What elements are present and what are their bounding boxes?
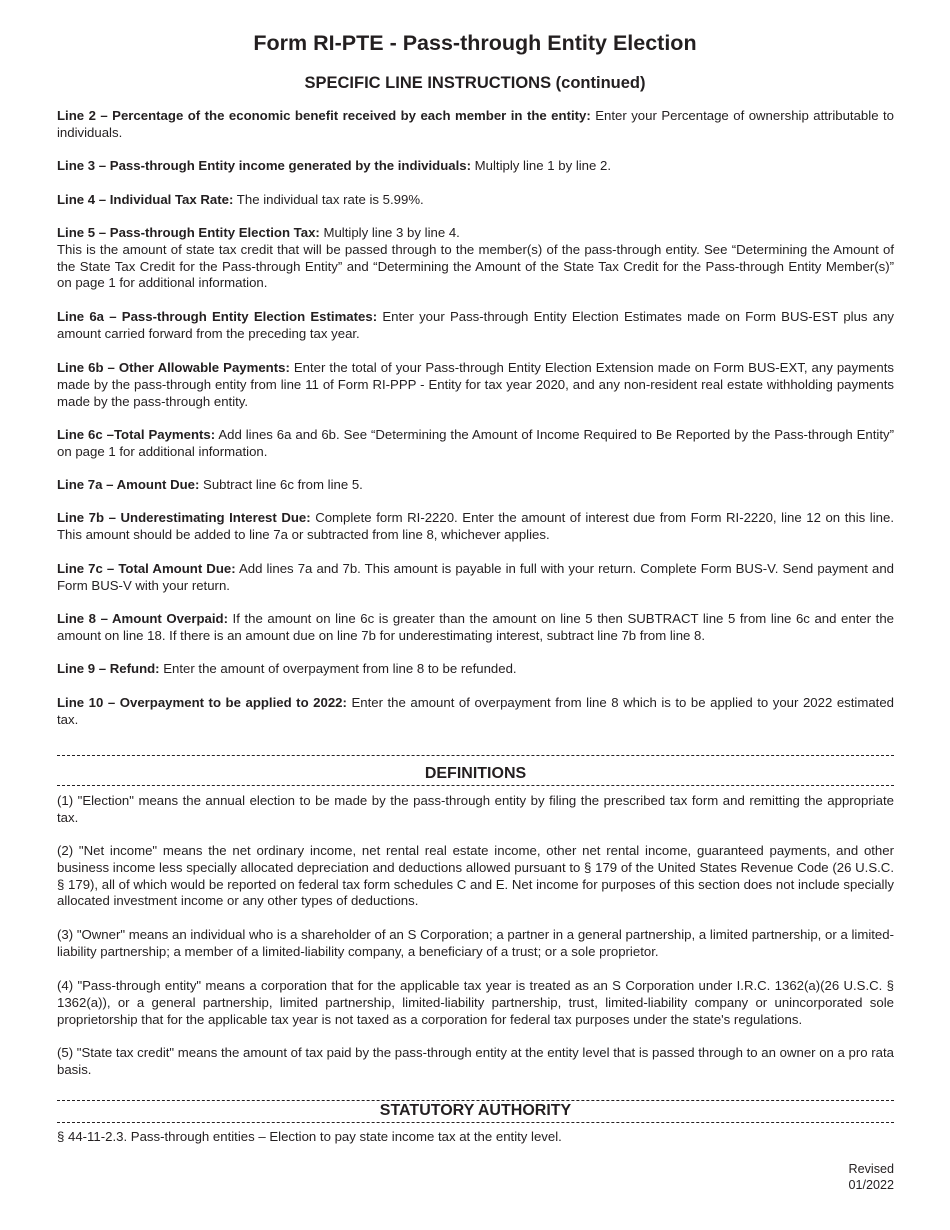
line-label: Line 7b – Underestimating Interest Due: [57,510,311,525]
line-instruction-6b [57,360,894,410]
line-label: Line 4 – Individual Tax Rate: [57,192,234,207]
revised-date: 01/2022 [848,1178,894,1192]
line-text: If the amount on line 6c is greater than the amount on line 5 then SUBTRACT line 5 from line 6c and enter the amount on line 18. If there is an amount due on line 7b for underestimating interest, subtract line 7b from line 8. [57,611,894,643]
line-label: Line 5 – Pass-through Entity Election Tax: [57,225,320,240]
definitions-heading: DEFINITIONS [424,765,527,782]
statutory-authority-text: § 44-11-2.3. Pass-through entities – Election to pay state income tax at the entity level. [57,1129,562,1144]
line-text: Enter the amount of overpayment from line 8 which is to be applied to your 2022 estimated tax. [57,695,894,727]
line-text: Enter your Pass-through Entity Election Estimates made on Form BUS-EST plus any amount carried forward from the preceding tax year. [57,309,894,341]
line-text: Add lines 6a and 6b. See “Determining the Amount of Income Required to Be Reported by the Pass-through Entity” on page 1 for additional information. [57,427,894,459]
line-instruction-7a [57,477,894,494]
line-text: The individual tax rate is 5.99%. [233,192,424,207]
line-instruction-9 [57,661,894,678]
definition-item-5: (5) "State tax credit" means the amount of tax paid by the pass-through entity at the entity level that is passed through to an owner on a pro rata basis. [57,1045,894,1077]
line-instruction-2 [57,108,894,142]
statutory-authority-heading: STATUTORY AUTHORITY [379,1102,572,1119]
line-instruction-6c [57,427,894,461]
line-text: Add lines 7a and 7b. This amount is payable in full with your return. Complete Form BUS-V. Send payment and Form BUS-V with your return. [57,561,894,593]
line-instruction-5 [57,225,894,292]
line-instruction-7b [57,510,894,544]
line-instruction-7c [57,561,894,595]
line-label: Line 10 – Overpayment to be applied to 2022: [57,695,347,710]
line-label: Line 7c – Total Amount Due: [57,561,236,576]
section-divider-bottom [57,785,894,786]
section-divider-bottom [57,1122,894,1123]
line-label: Line 7a – Amount Due: [57,477,200,492]
line-label: Line 3 – Pass-through Entity income generated by the individuals: [57,158,472,173]
line-text: Enter the amount of overpayment from line 8 to be refunded. [159,661,517,676]
line-instruction-8 [57,611,894,645]
line-text: Multiply line 3 by line 4. [319,225,460,240]
definition-item-3: (3) "Owner" means an individual who is a shareholder of an S Corporation; a partner in a general partnership, a limited partnership, or a limited-liability partnership; a member of a limited-liability company, a beneficiary of a trust; or a sole proprietor. [57,927,894,959]
revision-note [774,1161,894,1193]
definition-item-2: (2) "Net income" means the net ordinary income, net rental real estate income, other net rental income, guaranteed payments, and other business income less specially allocated depreciation and deductions allowed pursuant to § 179 of the United States Revenue Code (26 U.S.C. § 179), all of which would be reported on federal tax form schedules C and E. Net income for purposes of this section does not include specially allocated investment income or any other types of deductions. [57,843,894,909]
line-instruction-3 [57,158,894,175]
revised-label: Revised [848,1162,894,1176]
line-label: Line 9 – Refund: [57,661,160,676]
line-text: Enter the total of your Pass-through Entity Election Extension made on Form BUS-EXT, any payments made by the pass-through entity from line 11 of Form RI-PPP - Entity for tax year 2020, and any non-resident real estate withholding payments made by the pass-through entity. [57,360,894,409]
line-label: Line 6b – Other Allowable Payments: [57,360,290,375]
line-text: Multiply line 1 by line 2. [471,158,612,173]
page-subtitle: SPECIFIC LINE INSTRUCTIONS (continued) [304,74,646,92]
line-instruction-4 [57,192,894,209]
line-text: Complete form RI-2220. Enter the amount of interest due from Form RI-2220, line 12 on this line. This amount should be added to line 7a or subtracted from line 8, whichever applies. [57,510,894,542]
definition-item-1: (1) "Election" means the annual election to be made by the pass-through entity by filing the prescribed tax form and remitting the appropriate tax. [57,793,894,825]
definition-item-4: (4) "Pass-through entity" means a corporation that for the applicable tax year is treated as an S Corporation under I.R.C. 1362(a)(26 U.S.C. § 1362(a)), or a general partnership, limited partnership, limited-liability partnership, trust, limited-liability company or unincorporated sole proprietorship that for the applicable tax year is not taxed as a corporation for federal tax purposes under the state's regulations. [57,978,894,1027]
line-label: Line 6a – Pass-through Entity Election Estimates: [57,309,378,324]
line-text: Subtract line 6c from line 5. [199,477,363,492]
line-extra-text: This is the amount of state tax credit that will be passed through to the member(s) of the pass-through entity. See “Determining the Amount of the State Tax Credit for the Pass-through Entity” and “Determining the Amount of the State Tax Credit for the Pass-through Entity Member(s)” on page 1 for additional information. [57,241,894,291]
line-label: Line 8 – Amount Overpaid: [57,611,228,626]
line-label: Line 6c –Total Payments: [57,427,216,442]
line-text: Enter your Percentage of ownership attributable to individuals. [57,108,894,140]
section-divider-top [57,755,894,756]
line-label: Line 2 – Percentage of the economic benefit received by each member in the entity: [57,108,591,123]
line-instruction-6a [57,309,894,343]
line-instruction-10 [57,695,894,729]
page-title: Form RI-PTE - Pass-through Entity Election [253,31,697,55]
